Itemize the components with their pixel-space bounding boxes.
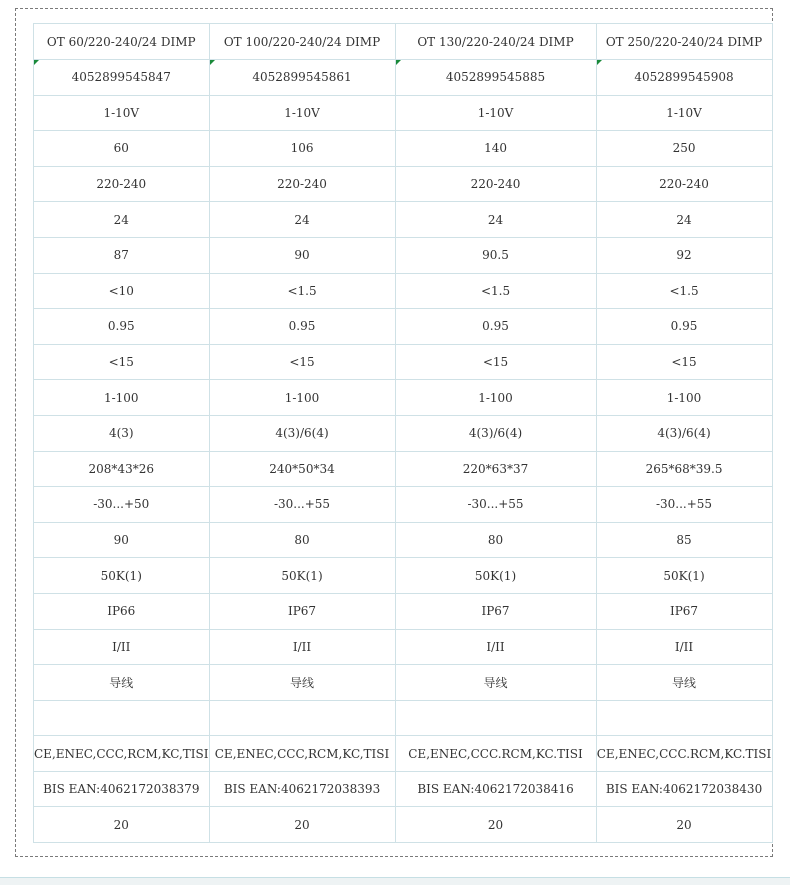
table-cell: 4(3)/6(4) [209, 415, 395, 451]
table-cell: CE,ENEC,CCC,RCM,KC,TISI [209, 736, 395, 772]
table-cell: 140 [395, 131, 596, 167]
table-cell: <1.5 [209, 273, 395, 309]
table-cell: <15 [209, 344, 395, 380]
table-cell: <10 [34, 273, 210, 309]
column-header: OT 130/220-240/24 DIMP [395, 24, 596, 60]
table-row [34, 451, 773, 487]
table-cell: 4052899545885 [395, 60, 596, 96]
table-cell: I/II [209, 629, 395, 665]
table-cell: 20 [395, 807, 596, 843]
table-cell: 0.95 [34, 309, 210, 345]
table-cell: 1-100 [34, 380, 210, 416]
table-cell: 4(3)/6(4) [596, 415, 772, 451]
table-row [34, 60, 773, 96]
table-cell: 导线 [395, 665, 596, 701]
table-cell: IP66 [34, 593, 210, 629]
table-cell: 208*43*26 [34, 451, 210, 487]
table-cell: 106 [209, 131, 395, 167]
table-cell [596, 700, 772, 736]
table-cell: 24 [596, 202, 772, 238]
table-cell: 1-10V [596, 95, 772, 131]
table-cell: 220-240 [34, 166, 210, 202]
table-cell: 220*63*37 [395, 451, 596, 487]
table-row [34, 202, 773, 238]
table-cell: 250 [596, 131, 772, 167]
table-cell: 20 [596, 807, 772, 843]
table-row [34, 593, 773, 629]
table-cell: 90.5 [395, 237, 596, 273]
table-cell: 4052899545847 [34, 60, 210, 96]
table-cell: CE,ENEC,CCC.RCM,KC.TISI [395, 736, 596, 772]
spec-table [33, 23, 773, 843]
table-cell: CE,ENEC,CCC.RCM,KC.TISI [596, 736, 772, 772]
table-header-row [34, 24, 773, 60]
table-row [34, 736, 773, 772]
table-row [34, 415, 773, 451]
table-cell: -30...+50 [34, 487, 210, 523]
column-header: OT 60/220-240/24 DIMP [34, 24, 210, 60]
table-cell: IP67 [596, 593, 772, 629]
table-cell: -30...+55 [395, 487, 596, 523]
table-cell: 50K(1) [209, 558, 395, 594]
table-cell: 0.95 [395, 309, 596, 345]
table-cell: <1.5 [596, 273, 772, 309]
table-cell: 80 [395, 522, 596, 558]
table-cell: <1.5 [395, 273, 596, 309]
table-row [34, 487, 773, 523]
table-row [34, 166, 773, 202]
table-cell: -30...+55 [209, 487, 395, 523]
table-row [34, 665, 773, 701]
table-cell: 1-100 [395, 380, 596, 416]
table-cell: 20 [34, 807, 210, 843]
table-row [34, 380, 773, 416]
table-cell: 24 [34, 202, 210, 238]
table-row [34, 522, 773, 558]
table-cell: I/II [395, 629, 596, 665]
table-cell: -30...+55 [596, 487, 772, 523]
table-row [34, 771, 773, 807]
table-cell: 50K(1) [596, 558, 772, 594]
table-cell: 240*50*34 [209, 451, 395, 487]
table-cell: 导线 [34, 665, 210, 701]
table-row [34, 629, 773, 665]
table-cell [209, 700, 395, 736]
table-cell: <15 [395, 344, 596, 380]
table-cell: CE,ENEC,CCC,RCM,KC,TISI [34, 736, 210, 772]
table-row [34, 807, 773, 843]
table-cell: 4(3)/6(4) [395, 415, 596, 451]
table-row [34, 237, 773, 273]
table-cell: 4(3) [34, 415, 210, 451]
table-cell: 85 [596, 522, 772, 558]
table-cell: 1-10V [209, 95, 395, 131]
table-cell: 24 [209, 202, 395, 238]
table-cell: 92 [596, 237, 772, 273]
table-cell: 87 [34, 237, 210, 273]
table-cell: 4052899545908 [596, 60, 772, 96]
table-cell [395, 700, 596, 736]
table-cell: 60 [34, 131, 210, 167]
table-cell: I/II [596, 629, 772, 665]
table-cell: 导线 [209, 665, 395, 701]
column-header: OT 100/220-240/24 DIMP [209, 24, 395, 60]
table-cell: I/II [34, 629, 210, 665]
table-cell: IP67 [209, 593, 395, 629]
table-cell: BIS EAN:4062172038416 [395, 771, 596, 807]
table-cell: IP67 [395, 593, 596, 629]
column-header: OT 250/220-240/24 DIMP [596, 24, 772, 60]
table-cell: BIS EAN:4062172038430 [596, 771, 772, 807]
table-row [34, 95, 773, 131]
table-cell: 0.95 [209, 309, 395, 345]
table-cell: 265*68*39.5 [596, 451, 772, 487]
table-cell: 50K(1) [395, 558, 596, 594]
table-cell: 20 [209, 807, 395, 843]
table-cell: 220-240 [395, 166, 596, 202]
table-cell [34, 700, 210, 736]
table-cell: 1-10V [395, 95, 596, 131]
table-cell: 90 [34, 522, 210, 558]
table-cell: 80 [209, 522, 395, 558]
table-row [34, 344, 773, 380]
table-cell: 导线 [596, 665, 772, 701]
table-cell: 24 [395, 202, 596, 238]
spec-table-body [34, 24, 773, 843]
table-cell: 0.95 [596, 309, 772, 345]
table-cell: BIS EAN:4062172038379 [34, 771, 210, 807]
table-row [34, 558, 773, 594]
table-cell: <15 [34, 344, 210, 380]
table-cell: 50K(1) [34, 558, 210, 594]
table-cell: 1-100 [209, 380, 395, 416]
table-row [34, 700, 773, 736]
table-row [34, 131, 773, 167]
table-cell: 220-240 [596, 166, 772, 202]
table-cell: 4052899545861 [209, 60, 395, 96]
table-cell: <15 [596, 344, 772, 380]
table-cell: 1-100 [596, 380, 772, 416]
table-cell: 90 [209, 237, 395, 273]
table-cell: 1-10V [34, 95, 210, 131]
table-cell: BIS EAN:4062172038393 [209, 771, 395, 807]
table-row [34, 309, 773, 345]
table-row [34, 273, 773, 309]
table-cell: 220-240 [209, 166, 395, 202]
